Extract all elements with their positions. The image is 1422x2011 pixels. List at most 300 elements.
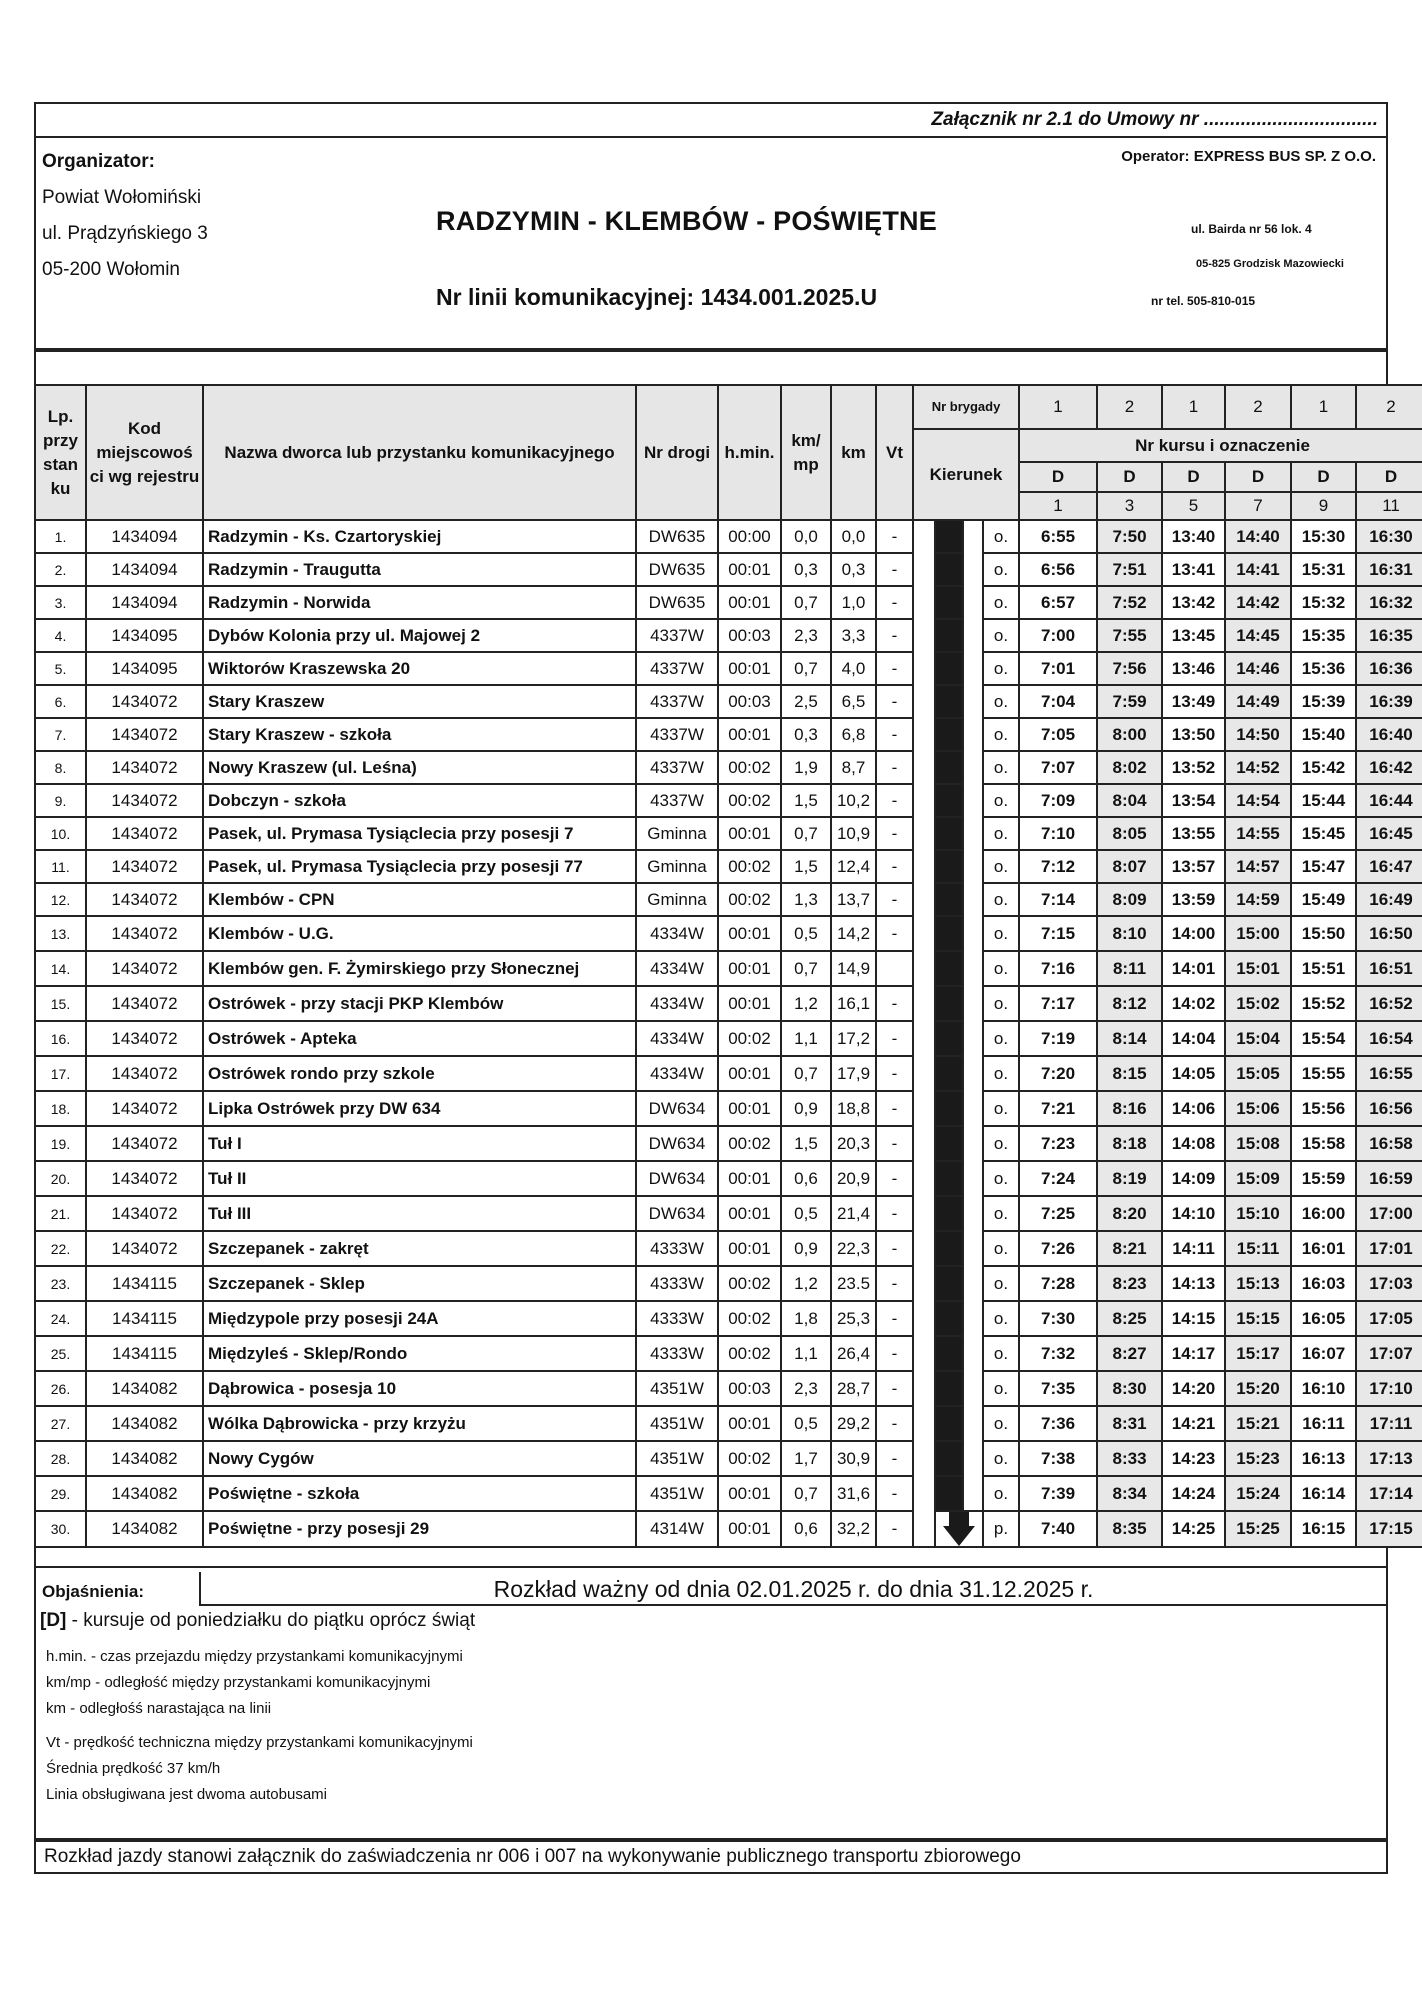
departure-time: 16:36 (1356, 652, 1422, 685)
direction-arrow-icon (935, 1231, 963, 1266)
direction-arrow-icon (935, 1196, 963, 1231)
table-row (35, 1301, 1422, 1336)
departure-time: 7:32 (1019, 1336, 1097, 1371)
departure-time: 6:57 (1019, 586, 1097, 619)
road-number: 4351W (636, 1371, 718, 1406)
locality-code: 1434094 (86, 520, 203, 553)
d-code: [D] (40, 1610, 67, 1631)
stop-number: 16. (35, 1021, 86, 1056)
locality-code: 1434115 (86, 1336, 203, 1371)
explanations-label: Objaśnienia: (42, 1582, 145, 1601)
departure-time: 16:50 (1356, 916, 1422, 951)
departure-time: 14:09 (1162, 1161, 1225, 1196)
technical-speed: - (876, 1021, 913, 1056)
segment-distance: 1,2 (781, 986, 831, 1021)
direction-spacer (913, 1056, 935, 1091)
departure-time: 13:49 (1162, 685, 1225, 718)
note-buses: Linia obsługiwana jest dwoma autobusami (46, 1786, 328, 1803)
departure-time: 13:42 (1162, 586, 1225, 619)
locality-code: 1434072 (86, 1021, 203, 1056)
stop-type: o. (983, 1231, 1019, 1266)
cumulative-distance: 6,8 (831, 718, 876, 751)
technical-speed: - (876, 1056, 913, 1091)
departure-time: 7:35 (1019, 1371, 1097, 1406)
direction-spacer (913, 586, 935, 619)
brigade-cell: 1 (1291, 385, 1356, 429)
table-row (35, 586, 1422, 619)
course-number-cell: 1 (1019, 492, 1097, 520)
technical-speed: - (876, 751, 913, 784)
direction-spacer (963, 718, 983, 751)
cumulative-distance: 17,2 (831, 1021, 876, 1056)
col-header-code: Kod miejscowoś ci wg rejestru (86, 385, 203, 520)
departure-time: 13:54 (1162, 784, 1225, 817)
departure-time: 16:44 (1356, 784, 1422, 817)
departure-time: 13:59 (1162, 883, 1225, 916)
technical-speed: - (876, 553, 913, 586)
departure-time: 16:59 (1356, 1161, 1422, 1196)
departure-time: 8:14 (1097, 1021, 1162, 1056)
travel-time: 00:01 (718, 986, 781, 1021)
departure-time: 7:00 (1019, 619, 1097, 652)
stop-number: 10. (35, 817, 86, 850)
technical-speed: - (876, 685, 913, 718)
direction-arrow-icon (935, 652, 963, 685)
stop-type: o. (983, 1371, 1019, 1406)
direction-arrow-icon (935, 586, 963, 619)
departure-time: 7:36 (1019, 1406, 1097, 1441)
timetable (34, 384, 1422, 1548)
departure-time: 8:34 (1097, 1476, 1162, 1511)
locality-code: 1434072 (86, 986, 203, 1021)
locality-code: 1434082 (86, 1371, 203, 1406)
departure-time: 15:05 (1225, 1056, 1291, 1091)
arrow-head-icon (943, 1526, 975, 1546)
stop-name: Nowy Kraszew (ul. Leśna) (203, 751, 636, 784)
locality-code: 1434072 (86, 1091, 203, 1126)
direction-arrow-icon (935, 1511, 983, 1547)
direction-spacer (913, 751, 935, 784)
departure-time: 7:52 (1097, 586, 1162, 619)
departure-time: 15:59 (1291, 1161, 1356, 1196)
table-row (35, 718, 1422, 751)
departure-time: 15:11 (1225, 1231, 1291, 1266)
col-header-kmmp: km/ mp (781, 385, 831, 520)
stop-type: o. (983, 784, 1019, 817)
departure-time: 8:02 (1097, 751, 1162, 784)
cumulative-distance: 23.5 (831, 1266, 876, 1301)
direction-arrow-icon (935, 784, 963, 817)
travel-time: 00:01 (718, 817, 781, 850)
stop-name: Stary Kraszew - szkoła (203, 718, 636, 751)
departure-time: 15:20 (1225, 1371, 1291, 1406)
travel-time: 00:01 (718, 1161, 781, 1196)
validity-period: Rozkład ważny od dnia 02.01.2025 r. do dnia 31.12.2025 r. (199, 1572, 1386, 1606)
departure-time: 16:05 (1291, 1301, 1356, 1336)
footer-row (36, 1568, 1386, 1606)
cumulative-distance: 18,8 (831, 1091, 876, 1126)
direction-spacer (913, 553, 935, 586)
segment-distance: 1,2 (781, 1266, 831, 1301)
departure-time: 8:16 (1097, 1091, 1162, 1126)
stop-number: 14. (35, 951, 86, 986)
cumulative-distance: 17,9 (831, 1056, 876, 1091)
direction-spacer (963, 586, 983, 619)
travel-time: 00:02 (718, 1441, 781, 1476)
table-row (35, 1091, 1422, 1126)
departure-time: 8:27 (1097, 1336, 1162, 1371)
col-header-lp: Lp. przy stan ku (35, 385, 86, 520)
departure-time: 15:10 (1225, 1196, 1291, 1231)
departure-time: 16:35 (1356, 619, 1422, 652)
departure-time: 7:38 (1019, 1441, 1097, 1476)
departure-time: 16:42 (1356, 751, 1422, 784)
segment-distance: 0,7 (781, 1056, 831, 1091)
brigade-cell: 2 (1356, 385, 1422, 429)
direction-spacer (913, 1406, 935, 1441)
direction-spacer (963, 1126, 983, 1161)
departure-time: 15:17 (1225, 1336, 1291, 1371)
road-number: 4334W (636, 951, 718, 986)
cumulative-distance: 14,9 (831, 951, 876, 986)
stop-name: Międzyleś - Sklep/Rondo (203, 1336, 636, 1371)
direction-spacer (913, 1371, 935, 1406)
table-row (35, 850, 1422, 883)
stop-type: o. (983, 1056, 1019, 1091)
locality-code: 1434082 (86, 1441, 203, 1476)
stop-number: 30. (35, 1511, 86, 1547)
segment-distance: 0,5 (781, 1196, 831, 1231)
cumulative-distance: 30,9 (831, 1441, 876, 1476)
departure-time: 17:00 (1356, 1196, 1422, 1231)
departure-time: 16:52 (1356, 986, 1422, 1021)
stop-name: Klembów gen. F. Żymirskiego przy Słonecznej (203, 951, 636, 986)
segment-distance: 0,7 (781, 586, 831, 619)
stop-number: 3. (35, 586, 86, 619)
cumulative-distance: 28,7 (831, 1371, 876, 1406)
direction-spacer (913, 784, 935, 817)
direction-spacer (963, 1476, 983, 1511)
departure-time: 7:14 (1019, 883, 1097, 916)
direction-spacer (913, 1126, 935, 1161)
road-number: Gminna (636, 883, 718, 916)
departure-time: 14:05 (1162, 1056, 1225, 1091)
stop-type: o. (983, 685, 1019, 718)
segment-distance: 1,1 (781, 1336, 831, 1371)
departure-time: 17:05 (1356, 1301, 1422, 1336)
direction-spacer (913, 1161, 935, 1196)
stop-type: o. (983, 1441, 1019, 1476)
direction-spacer (913, 986, 935, 1021)
departure-time: 14:41 (1225, 553, 1291, 586)
mark-cell: D (1162, 462, 1225, 492)
direction-spacer (963, 817, 983, 850)
locality-code: 1434082 (86, 1511, 203, 1547)
departure-time: 15:13 (1225, 1266, 1291, 1301)
locality-code: 1434095 (86, 652, 203, 685)
segment-distance: 0,7 (781, 652, 831, 685)
direction-spacer (913, 1511, 935, 1547)
departure-time: 8:19 (1097, 1161, 1162, 1196)
stop-type: o. (983, 916, 1019, 951)
technical-speed: - (876, 986, 913, 1021)
technical-speed: - (876, 1091, 913, 1126)
departure-time: 14:24 (1162, 1476, 1225, 1511)
travel-time: 00:03 (718, 1371, 781, 1406)
direction-spacer (913, 718, 935, 751)
departure-time: 14:13 (1162, 1266, 1225, 1301)
stop-name: Tuł I (203, 1126, 636, 1161)
direction-arrow-icon (935, 916, 963, 951)
departure-time: 15:02 (1225, 986, 1291, 1021)
direction-spacer (913, 1476, 935, 1511)
departure-time: 7:16 (1019, 951, 1097, 986)
segment-distance: 0,3 (781, 718, 831, 751)
departure-time: 15:56 (1291, 1091, 1356, 1126)
stop-name: Lipka Ostrówek przy DW 634 (203, 1091, 636, 1126)
table-row (35, 1511, 1422, 1547)
direction-spacer (913, 850, 935, 883)
departure-time: 15:32 (1291, 586, 1356, 619)
locality-code: 1434094 (86, 553, 203, 586)
direction-spacer (913, 1231, 935, 1266)
departure-time: 17:15 (1356, 1511, 1422, 1547)
table-row (35, 1056, 1422, 1091)
segment-distance: 0,7 (781, 817, 831, 850)
direction-spacer (963, 1161, 983, 1196)
departure-time: 17:03 (1356, 1266, 1422, 1301)
direction-spacer (963, 1336, 983, 1371)
departure-time: 8:25 (1097, 1301, 1162, 1336)
departure-time: 8:21 (1097, 1231, 1162, 1266)
stop-number: 26. (35, 1371, 86, 1406)
departure-time: 7:28 (1019, 1266, 1097, 1301)
stop-name: Szczepanek - zakręt (203, 1231, 636, 1266)
departure-time: 15:35 (1291, 619, 1356, 652)
timetable-document (34, 102, 1413, 1874)
direction-arrow-icon (935, 1021, 963, 1056)
road-number: 4333W (636, 1336, 718, 1371)
stop-name: Szczepanek - Sklep (203, 1266, 636, 1301)
stop-name: Pasek, ul. Prymasa Tysiąclecia przy posesji 77 (203, 850, 636, 883)
departure-time: 15:09 (1225, 1161, 1291, 1196)
col-header-road: Nr drogi (636, 385, 718, 520)
stop-number: 17. (35, 1056, 86, 1091)
departure-time: 14:15 (1162, 1301, 1225, 1336)
departure-time: 14:20 (1162, 1371, 1225, 1406)
direction-spacer (963, 986, 983, 1021)
technical-speed: - (876, 718, 913, 751)
departure-time: 7:05 (1019, 718, 1097, 751)
departure-time: 16:14 (1291, 1476, 1356, 1511)
stop-number: 25. (35, 1336, 86, 1371)
locality-code: 1434072 (86, 1161, 203, 1196)
col-header-brigade: Nr brygady (913, 385, 1019, 429)
stop-name: Tuł II (203, 1161, 636, 1196)
departure-time: 15:49 (1291, 883, 1356, 916)
departure-time: 7:23 (1019, 1126, 1097, 1161)
road-number: DW634 (636, 1196, 718, 1231)
cumulative-distance: 8,7 (831, 751, 876, 784)
direction-spacer (963, 883, 983, 916)
direction-spacer (963, 520, 983, 553)
technical-speed: - (876, 1476, 913, 1511)
col-header-km: km (831, 385, 876, 520)
departure-time: 15:04 (1225, 1021, 1291, 1056)
direction-spacer (913, 1266, 935, 1301)
road-number: 4334W (636, 986, 718, 1021)
departure-time: 8:00 (1097, 718, 1162, 751)
departure-time: 15:47 (1291, 850, 1356, 883)
departure-time: 14:11 (1162, 1231, 1225, 1266)
departure-time: 7:20 (1019, 1056, 1097, 1091)
stop-number: 12. (35, 883, 86, 916)
notes-list (36, 1636, 1386, 1838)
segment-distance: 2,5 (781, 685, 831, 718)
departure-time: 14:49 (1225, 685, 1291, 718)
direction-spacer (913, 1021, 935, 1056)
table-row (35, 685, 1422, 718)
course-number-cell: 9 (1291, 492, 1356, 520)
note-gap (46, 1722, 1386, 1730)
direction-spacer (913, 685, 935, 718)
operator-phone: nr tel. 505-810-015 (1151, 294, 1256, 308)
direction-spacer (963, 1371, 983, 1406)
departure-time: 7:01 (1019, 652, 1097, 685)
direction-spacer (963, 1056, 983, 1091)
departure-time: 16:55 (1356, 1056, 1422, 1091)
road-number: 4337W (636, 751, 718, 784)
stop-type: o. (983, 652, 1019, 685)
stop-type: o. (983, 951, 1019, 986)
departure-time: 13:57 (1162, 850, 1225, 883)
segment-distance: 1,3 (781, 883, 831, 916)
travel-time: 00:02 (718, 1301, 781, 1336)
departure-time: 8:20 (1097, 1196, 1162, 1231)
departure-time: 14:42 (1225, 586, 1291, 619)
mark-cell: D (1291, 462, 1356, 492)
travel-time: 00:02 (718, 1126, 781, 1161)
locality-code: 1434072 (86, 1196, 203, 1231)
cumulative-distance: 25,3 (831, 1301, 876, 1336)
course-number-cell: 7 (1225, 492, 1291, 520)
cumulative-distance: 14,2 (831, 916, 876, 951)
road-number: 4337W (636, 685, 718, 718)
direction-spacer (913, 817, 935, 850)
stop-type: o. (983, 883, 1019, 916)
stop-name: Radzymin - Ks. Czartoryskiej (203, 520, 636, 553)
travel-time: 00:02 (718, 883, 781, 916)
direction-arrow-icon (935, 986, 963, 1021)
stop-name: Pasek, ul. Prymasa Tysiąclecia przy posesji 7 (203, 817, 636, 850)
stop-number: 4. (35, 619, 86, 652)
stop-name: Ostrówek - Apteka (203, 1021, 636, 1056)
technical-speed: - (876, 817, 913, 850)
departure-time: 16:00 (1291, 1196, 1356, 1231)
technical-speed: - (876, 1231, 913, 1266)
departure-time: 16:31 (1356, 553, 1422, 586)
technical-speed: - (876, 784, 913, 817)
brigade-cell: 2 (1097, 385, 1162, 429)
departure-time: 8:18 (1097, 1126, 1162, 1161)
departure-time: 8:11 (1097, 951, 1162, 986)
table-row (35, 1406, 1422, 1441)
departure-time: 16:10 (1291, 1371, 1356, 1406)
departure-time: 14:06 (1162, 1091, 1225, 1126)
organizer-label: Organizator: (42, 151, 155, 172)
departure-time: 8:15 (1097, 1056, 1162, 1091)
direction-spacer (963, 850, 983, 883)
travel-time: 00:02 (718, 784, 781, 817)
road-number: 4334W (636, 1021, 718, 1056)
locality-code: 1434115 (86, 1301, 203, 1336)
direction-spacer (913, 1091, 935, 1126)
direction-arrow-icon (935, 553, 963, 586)
segment-distance: 2,3 (781, 1371, 831, 1406)
cumulative-distance: 12,4 (831, 850, 876, 883)
segment-distance: 0,6 (781, 1511, 831, 1547)
stop-number: 2. (35, 553, 86, 586)
road-number: Gminna (636, 850, 718, 883)
departure-time: 14:02 (1162, 986, 1225, 1021)
header-frame (34, 102, 1388, 352)
departure-time: 8:33 (1097, 1441, 1162, 1476)
segment-distance: 0,7 (781, 951, 831, 986)
direction-spacer (963, 951, 983, 986)
travel-time: 00:03 (718, 685, 781, 718)
departure-time: 7:07 (1019, 751, 1097, 784)
stop-number: 21. (35, 1196, 86, 1231)
technical-speed (876, 951, 913, 986)
departure-time: 15:54 (1291, 1021, 1356, 1056)
stop-number: 1. (35, 520, 86, 553)
note-kmmp: km/mp - odległość między przystankami komunikacyjnymi (46, 1674, 431, 1691)
direction-arrow-icon (935, 1126, 963, 1161)
table-row (35, 916, 1422, 951)
col-header-hmin: h.min. (718, 385, 781, 520)
road-number: 4351W (636, 1441, 718, 1476)
direction-spacer (913, 619, 935, 652)
table-row (35, 1336, 1422, 1371)
departure-time: 7:10 (1019, 817, 1097, 850)
road-number: DW635 (636, 553, 718, 586)
organizer-block (42, 144, 208, 288)
road-number: 4351W (636, 1406, 718, 1441)
road-number: DW635 (636, 586, 718, 619)
d-description: - kursuje od poniedziałku do piątku oprócz świąt (66, 1610, 476, 1631)
direction-spacer (913, 520, 935, 553)
table-row (35, 652, 1422, 685)
departure-time: 14:46 (1225, 652, 1291, 685)
departure-time: 15:39 (1291, 685, 1356, 718)
cumulative-distance: 0,3 (831, 553, 876, 586)
cumulative-distance: 1,0 (831, 586, 876, 619)
departure-time: 17:13 (1356, 1441, 1422, 1476)
departure-time: 7:17 (1019, 986, 1097, 1021)
table-row (35, 817, 1422, 850)
stop-type: o. (983, 520, 1019, 553)
direction-spacer (963, 1441, 983, 1476)
departure-time: 14:17 (1162, 1336, 1225, 1371)
technical-speed: - (876, 1406, 913, 1441)
stop-type: o. (983, 1476, 1019, 1511)
direction-spacer (963, 751, 983, 784)
technical-speed: - (876, 1511, 913, 1547)
cumulative-distance: 0,0 (831, 520, 876, 553)
direction-spacer (913, 916, 935, 951)
stop-type: o. (983, 986, 1019, 1021)
departure-time: 14:54 (1225, 784, 1291, 817)
